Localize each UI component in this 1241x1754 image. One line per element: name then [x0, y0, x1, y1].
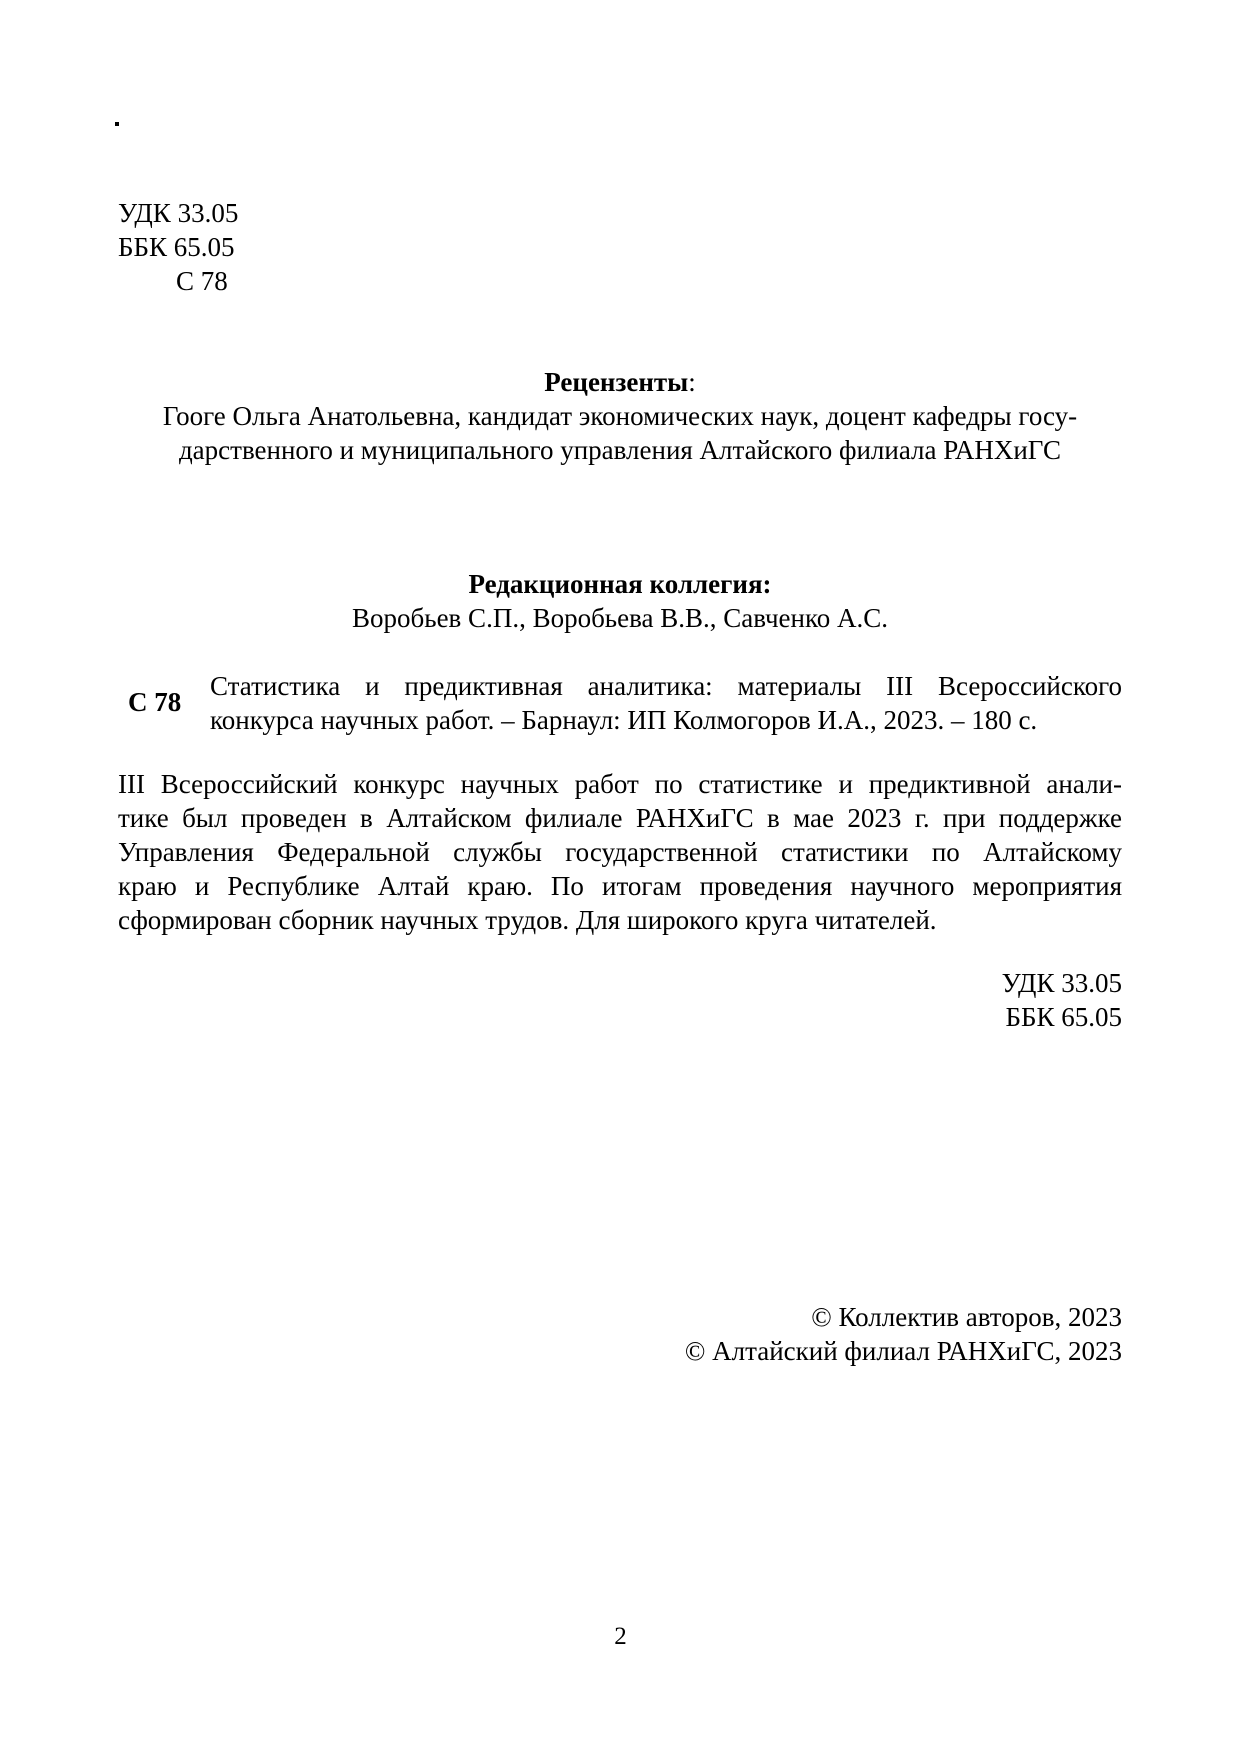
classification-top [118, 196, 238, 298]
abstract-line: краю и Республике Алтай краю. По итогам проведения научного мероприятия [118, 871, 1122, 901]
entry-code: С 78 [128, 687, 182, 717]
copyright-line: © Коллектив авторов, 2023 [811, 1302, 1122, 1332]
copyright-line: © Алтайский филиал РАНХиГС, 2023 [684, 1336, 1122, 1366]
reviewers-heading [118, 365, 1122, 399]
entry-line: Статистика и предиктивная аналитика: материалы III Всероссийского [210, 671, 1122, 701]
reviewers-heading-colon: : [688, 367, 696, 397]
page-number: 2 [614, 1623, 627, 1650]
bibliographic-entry [118, 669, 1122, 737]
author-mark: С 78 [176, 266, 228, 296]
udk-code: УДК 33.05 [118, 198, 239, 228]
abstract-line: III Всероссийский конкурс научных работ по статистике и предиктивной анали- [118, 769, 1122, 799]
copyright-block [118, 1300, 1122, 1368]
abstract-line: тике был проведен в Алтайском филиале РАНХиГС в мае 2023 г. при поддержке [118, 803, 1122, 833]
bbk-code: ББК 65.05 [118, 232, 235, 262]
bbk-code-bottom: ББК 65.05 [1005, 1002, 1122, 1032]
editorial-board-heading: Редакционная коллегия: [468, 569, 772, 599]
udk-code-bottom: УДК 33.05 [1001, 968, 1122, 998]
editorial-board-members: Воробьев С.П., Воробьева В.В., Савченко А.С. [352, 603, 888, 633]
editorial-board-section [118, 567, 1122, 635]
abstract-line: Управления Федеральной службы государственной статистики по Алтайскому [118, 837, 1122, 867]
abstract [118, 767, 1122, 937]
classification-bottom [118, 966, 1122, 1034]
entry-line: конкурса научных работ. – Барнаул: ИП Колмогоров И.А., 2023. – 180 с. [210, 705, 1038, 735]
reviewer-line: дарственного и муниципального управления Алтайского филиала РАНХиГС [178, 435, 1062, 465]
reviewers-heading-text: Рецензенты [544, 367, 689, 397]
entry-text [210, 669, 1122, 737]
reviewer-line: Гооге Ольга Анатольевна, кандидат экономических наук, доцент кафедры госу- [162, 401, 1078, 431]
stray-dot-mark [115, 122, 119, 126]
abstract-line: сформирован сборник научных трудов. Для широкого круга читателей. [118, 905, 937, 935]
reviewers-section [118, 365, 1122, 467]
